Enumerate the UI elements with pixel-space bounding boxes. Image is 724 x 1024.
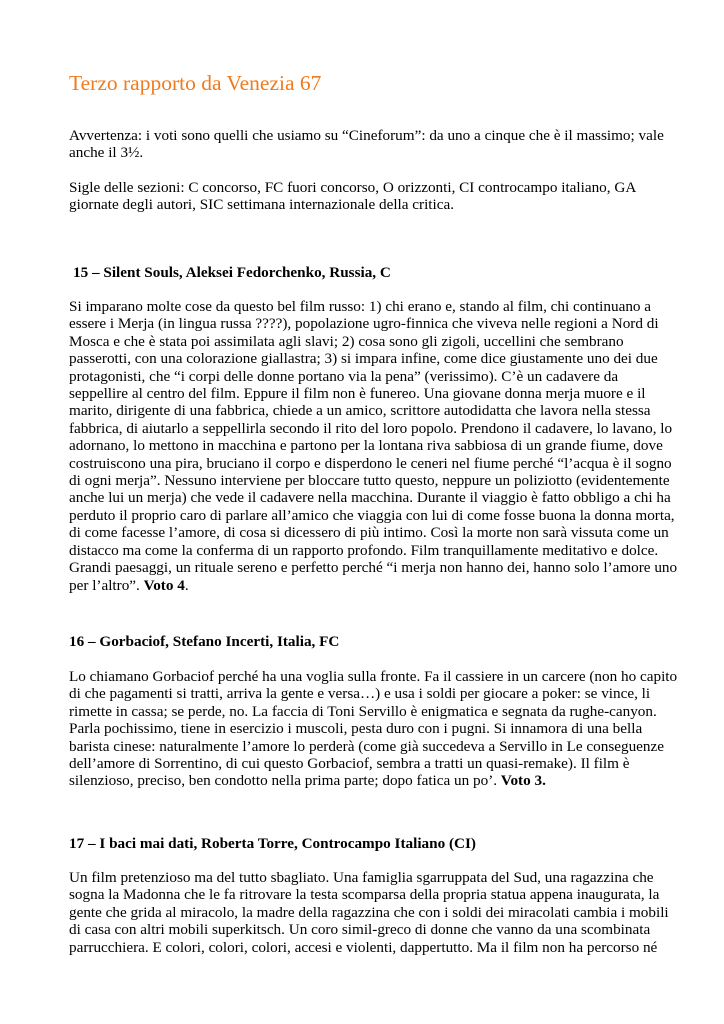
text-line: Mosca e che è stata poi assimilata agli slavi; 2) cosa sono gli zigoli, uccellini che sembrano — [69, 332, 624, 350]
text-line: sogna la Madonna che le fa ritrovare la testa scomparsa della propria statua appena inaugurata, la — [69, 886, 660, 904]
notice-paragraph — [69, 127, 669, 162]
text-line: seppellire al centro del film. Eppure il film non è funereo. Una giovane donna merja muore e il — [69, 385, 646, 403]
text-line-final — [69, 772, 669, 789]
text-line: adornano, lo mettono in macchina e partono per la lontana riva sabbiosa di un grande fiume, dove — [69, 437, 663, 455]
text-line: di come facesse l’amore, di cosa si dicessero di più intimo. Così la morte non sarà vissuta come un — [69, 524, 669, 542]
text-line: fabbrica, di aiutarlo a seppellirla secondo il rito del loro popolo. Prendono il cadavere, lo lavano, lo — [69, 419, 673, 437]
text-line: Un film pretenzioso ma del tutto sbagliato. Una famiglia sgarruppata del Sud, una ragazzina che — [69, 869, 654, 886]
text-line: anche lui un merja) che vede il cadavere nella macchina. Durante il viaggio è fatto obbligo a chi ha — [69, 489, 671, 507]
text-line: Parla pochissimo, tiene in esercizio i muscoli, pesta duro con i pugni. Si innamora di una bella — [69, 720, 643, 738]
text-line: di che pagamenti si tratti, arriva la gente e versa…) e usa i soldi per giocare a poker: se vince, li — [69, 685, 651, 703]
text-line: gente che grida al miracolo, la madre della ragazzina che con i soldi dei miracolati cambia i mobili — [69, 903, 669, 921]
review-heading-15: 15 – Silent Souls, Aleksei Fedorchenko, Russia, C — [73, 264, 391, 281]
text-line: costruiscono una pira, bruciano il corpo e disperdono le ceneri nel fiume perché “l’acqua è il sogno — [69, 454, 672, 472]
text-line: dell’amore di Sorrentino, di cui questo Gorbaciof, sembra a tratti un quasi-remake). Il film è — [69, 755, 630, 773]
review-body-16 — [69, 668, 678, 790]
text-line: giornate degli autori, SIC settimana internazionale della critica. — [69, 196, 455, 214]
text-line: barista cinese: naturalmente l’amore lo perderà (come già succedeva a Servillo in Le conseguenze — [69, 737, 664, 755]
text-line: distacco ma come la conferma di un rapporto profondo. Film tranquillamente meditativo e dolce. — [69, 541, 659, 559]
text-line-final — [69, 577, 669, 594]
review-body-15 — [69, 298, 678, 594]
review-heading-17: 17 – I baci mai dati, Roberta Torre, Controcampo Italiano (CI) — [69, 835, 476, 852]
text-line: Avvertenza: i voti sono quelli che usiamo su “Cineforum”: da uno a cinque che è il massimo; vale — [69, 127, 664, 144]
verdict-score: Voto 4 — [143, 576, 185, 594]
text-line: rimette in cassa; se perde, no. La faccia di Toni Servillo è enigmatica e segnata da rughe-canyon. — [69, 702, 657, 720]
text-line: passerotti, con una colorazione giallastra; 3) si impara infine, come dice giustamente uno dei due — [69, 350, 658, 368]
text-fragment: . — [184, 576, 189, 594]
text-line: di ogni merja”. Nessuno interviene per bloccare tutto questo, neppure un poliziotto (evidentemente — [69, 472, 670, 490]
document-title: Terzo rapporto da Venezia 67 — [69, 71, 322, 95]
text-line: essere i Merja (in lingua russa ????), popolazione ugro-finnica che viveva nelle regioni a Nord di — [69, 315, 659, 333]
text-fragment: silenzioso, preciso, ben condotto nella prima parte; dopo fatica un po’. — [69, 772, 501, 790]
text-line: anche il 3½. — [69, 144, 144, 162]
text-line: Si imparano molte cose da questo bel film russo: 1) chi erano e, stando al film, chi continuano a — [69, 298, 652, 315]
text-line: marito, dirigente di una fabbrica, chiede a un amico, scrittore autodidatta che lavora nella stessa — [69, 402, 651, 420]
text-line: protagonisti, che “i corpi delle donne portano via la pena” (verissimo). C’è un cadavere da — [69, 367, 619, 385]
text-line: perduto il proprio caro di parlare all’amico che viaggia con lui di come fosse buona la donna morta, — [69, 506, 675, 524]
sections-legend-paragraph — [69, 179, 669, 214]
text-line: di casa con altri mobili superkitsch. Un coro simil-greco di donne che vanno da una scombinata — [69, 921, 651, 939]
review-heading-16: 16 – Gorbaciof, Stefano Incerti, Italia, FC — [69, 633, 340, 650]
text-line: Lo chiamano Gorbaciof perché ha una voglia sulla fronte. Fa il cassiere in un carcere (non ho capito — [69, 668, 678, 685]
verdict-score: Voto 3. — [500, 772, 546, 790]
text-line: parrucchiera. E colori, colori, colori, accesi e violenti, dappertutto. Ma il film non ha percorso né — [69, 938, 658, 956]
text-line: Grandi paesaggi, un rituale sereno e perfetto perché “i merja non hanno dei, hanno solo l’amore uno — [69, 559, 678, 577]
review-body-17 — [69, 869, 669, 956]
text-line: Sigle delle sezioni: C concorso, FC fuori concorso, O orizzonti, CI controcampo italiano, GA — [69, 179, 637, 196]
text-fragment: per l’altro”. — [69, 576, 144, 594]
